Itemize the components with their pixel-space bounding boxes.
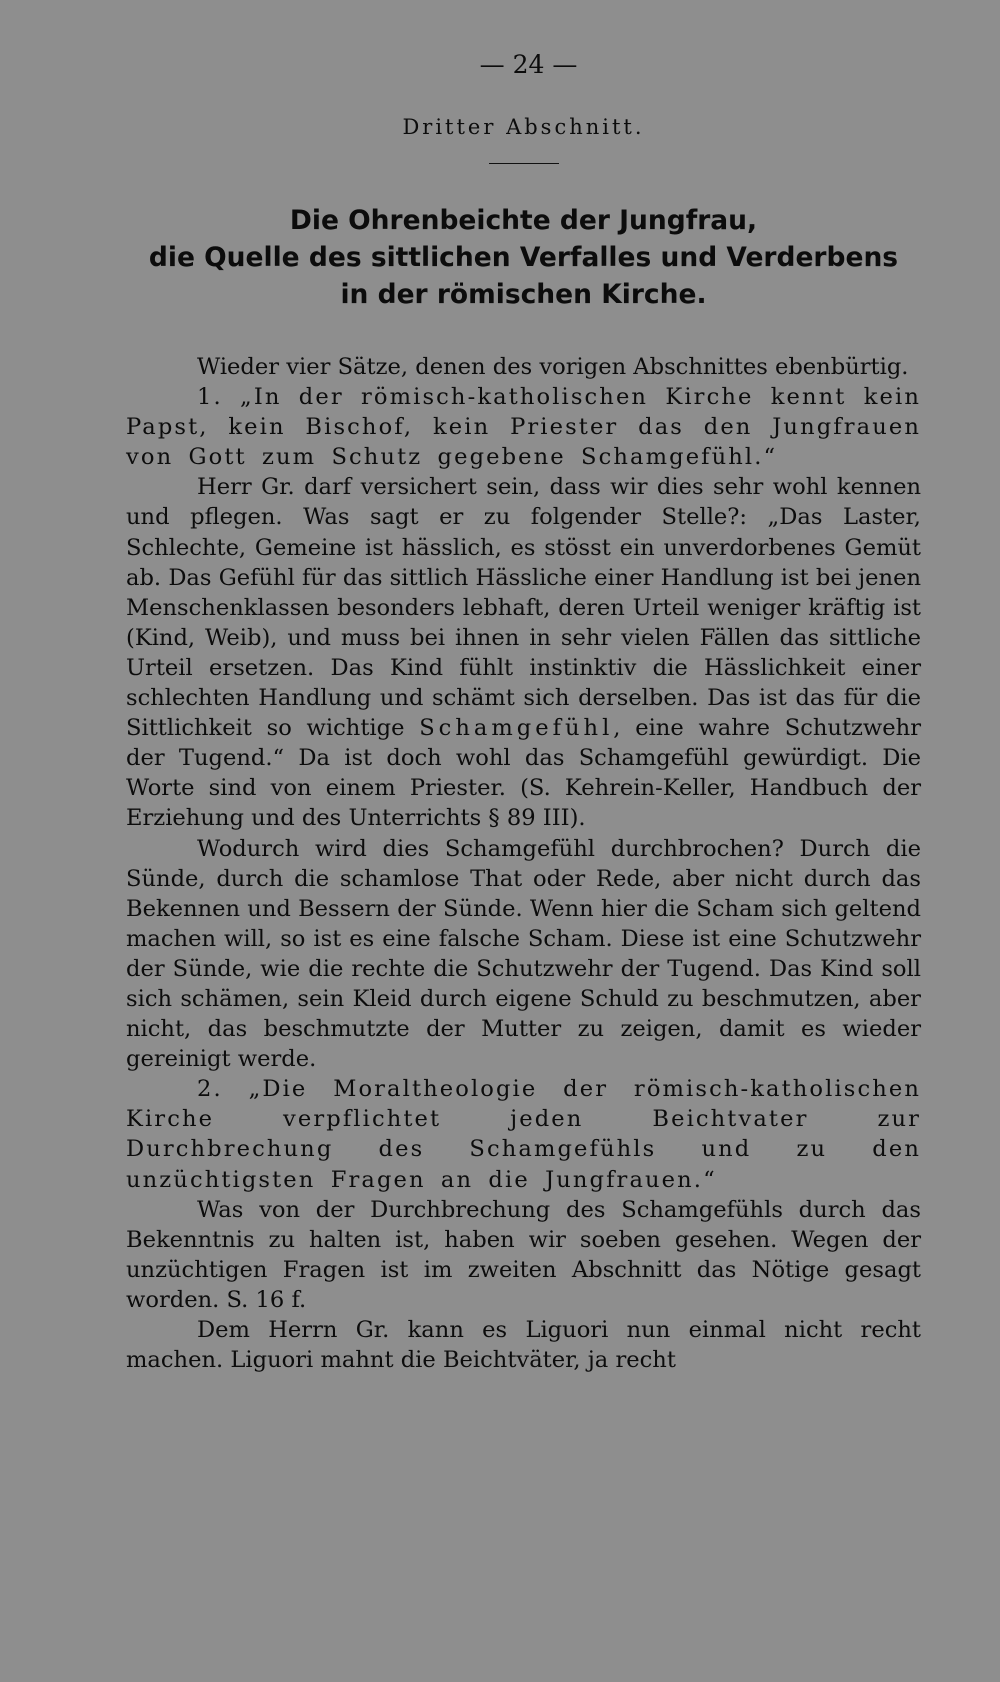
page-number: — 24 — [479,50,578,79]
chapter-heading [126,202,921,313]
paragraph-thesis-2: 2. „Die Moraltheologie der römisch-katholischen Kirche verpflichtet jeden Beichtvater zur Durchbrechung des Schamgefühls und zu den unzüchtigsten Fragen an die Jungfrauen.“ [126,1076,921,1193]
book-page [126,48,921,1375]
paragraph-thesis-1: 1. „In der römisch-katholischen Kirche kennt kein Papst, kein Bischof, kein Priester das den Jungfrauen von Gott zum Schutz gegebene Schamgefühl.“ [126,384,921,471]
paragraph-response-3: Was von der Durchbrechung des Schamgefühls durch das Bekenntnis zu halten ist, haben wir soeben gesehen. Wegen der unzüchtigen Fragen ist im zweiten Abschnitt das Nötige gesagt worden. S. 16 f. [126,1196,921,1313]
paragraph-response-1 [126,472,921,833]
paragraph-response-2: Wodurch wird dies Schamgefühl durchbrochen? Durch die Sünde, durch die schamlose That oder Rede, aber nicht durch das Bekennen und Bessern der Sünde. Wenn hier die Scham sich geltend machen will, so ist es eine falsche Scham. Diese ist eine Schutzwehr der Sünde, wie die rechte die Schutzwehr der Tugend. Das Kind soll sich schämen, sein Kleid durch eigene Schuld zu beschmutzen, aber nicht, das beschmutzte der Mutter zu zeigen, damit es wieder gereinigt werde. [126,835,921,1073]
paragraph-intro: Wieder vier Sätze, denen des vorigen Abschnittes ebenbürtig. [197,354,909,380]
paragraph-response-1-before: Herr Gr. darf versichert sein, dass wir dies sehr wohl kennen und pflegen. Was sagt er zu folgender Stelle?: „Das Laster, Schlechte, Gemeine ist hässlich, es stösst ein unverdorbenes Gemüt ab. Das Gefühl für das sittlich Hässliche einer Handlung ist bei jenen Menschenklassen besonders lebhaft, deren Urteil weniger kräftig ist (Kind, Weib), und muss bei ihnen in sehr vielen Fällen das sittliche Urteil ersetzen. Das Kind fühlt instinktiv die Hässlichkeit einer schlechten Handlung und schämt sich derselben. Das ist das für die Sittlichkeit so wichtige [126,474,921,742]
heading-line-2: die Quelle des sittlichen Verfalles und Verderbens [148,242,899,273]
paragraph-response-1-after: , eine wahre Schutzwehr der Tugend.“ Da ist doch wohl das Schamgefühl gewürdigt. Die Worte sind von einem Priester. (S. Kehrein-Keller, Handbuch der Erziehung und des Unterrichts § 89 III). [126,715,921,832]
emphasis-schamgefuehl: Schamgefühl [419,715,614,742]
body-text [126,352,921,1375]
heading-line-1: Die Ohrenbeichte der Jungfrau, [289,205,758,236]
paragraph-response-4: Dem Herrn Gr. kann es Liguori nun einmal nicht recht machen. Liguori mahnt die Beichtväter, ja recht [126,1317,921,1374]
separator-rule [489,163,559,164]
heading-line-3: in der römischen Kirche. [340,279,707,310]
section-label: Dritter Abschnitt. [402,115,645,139]
